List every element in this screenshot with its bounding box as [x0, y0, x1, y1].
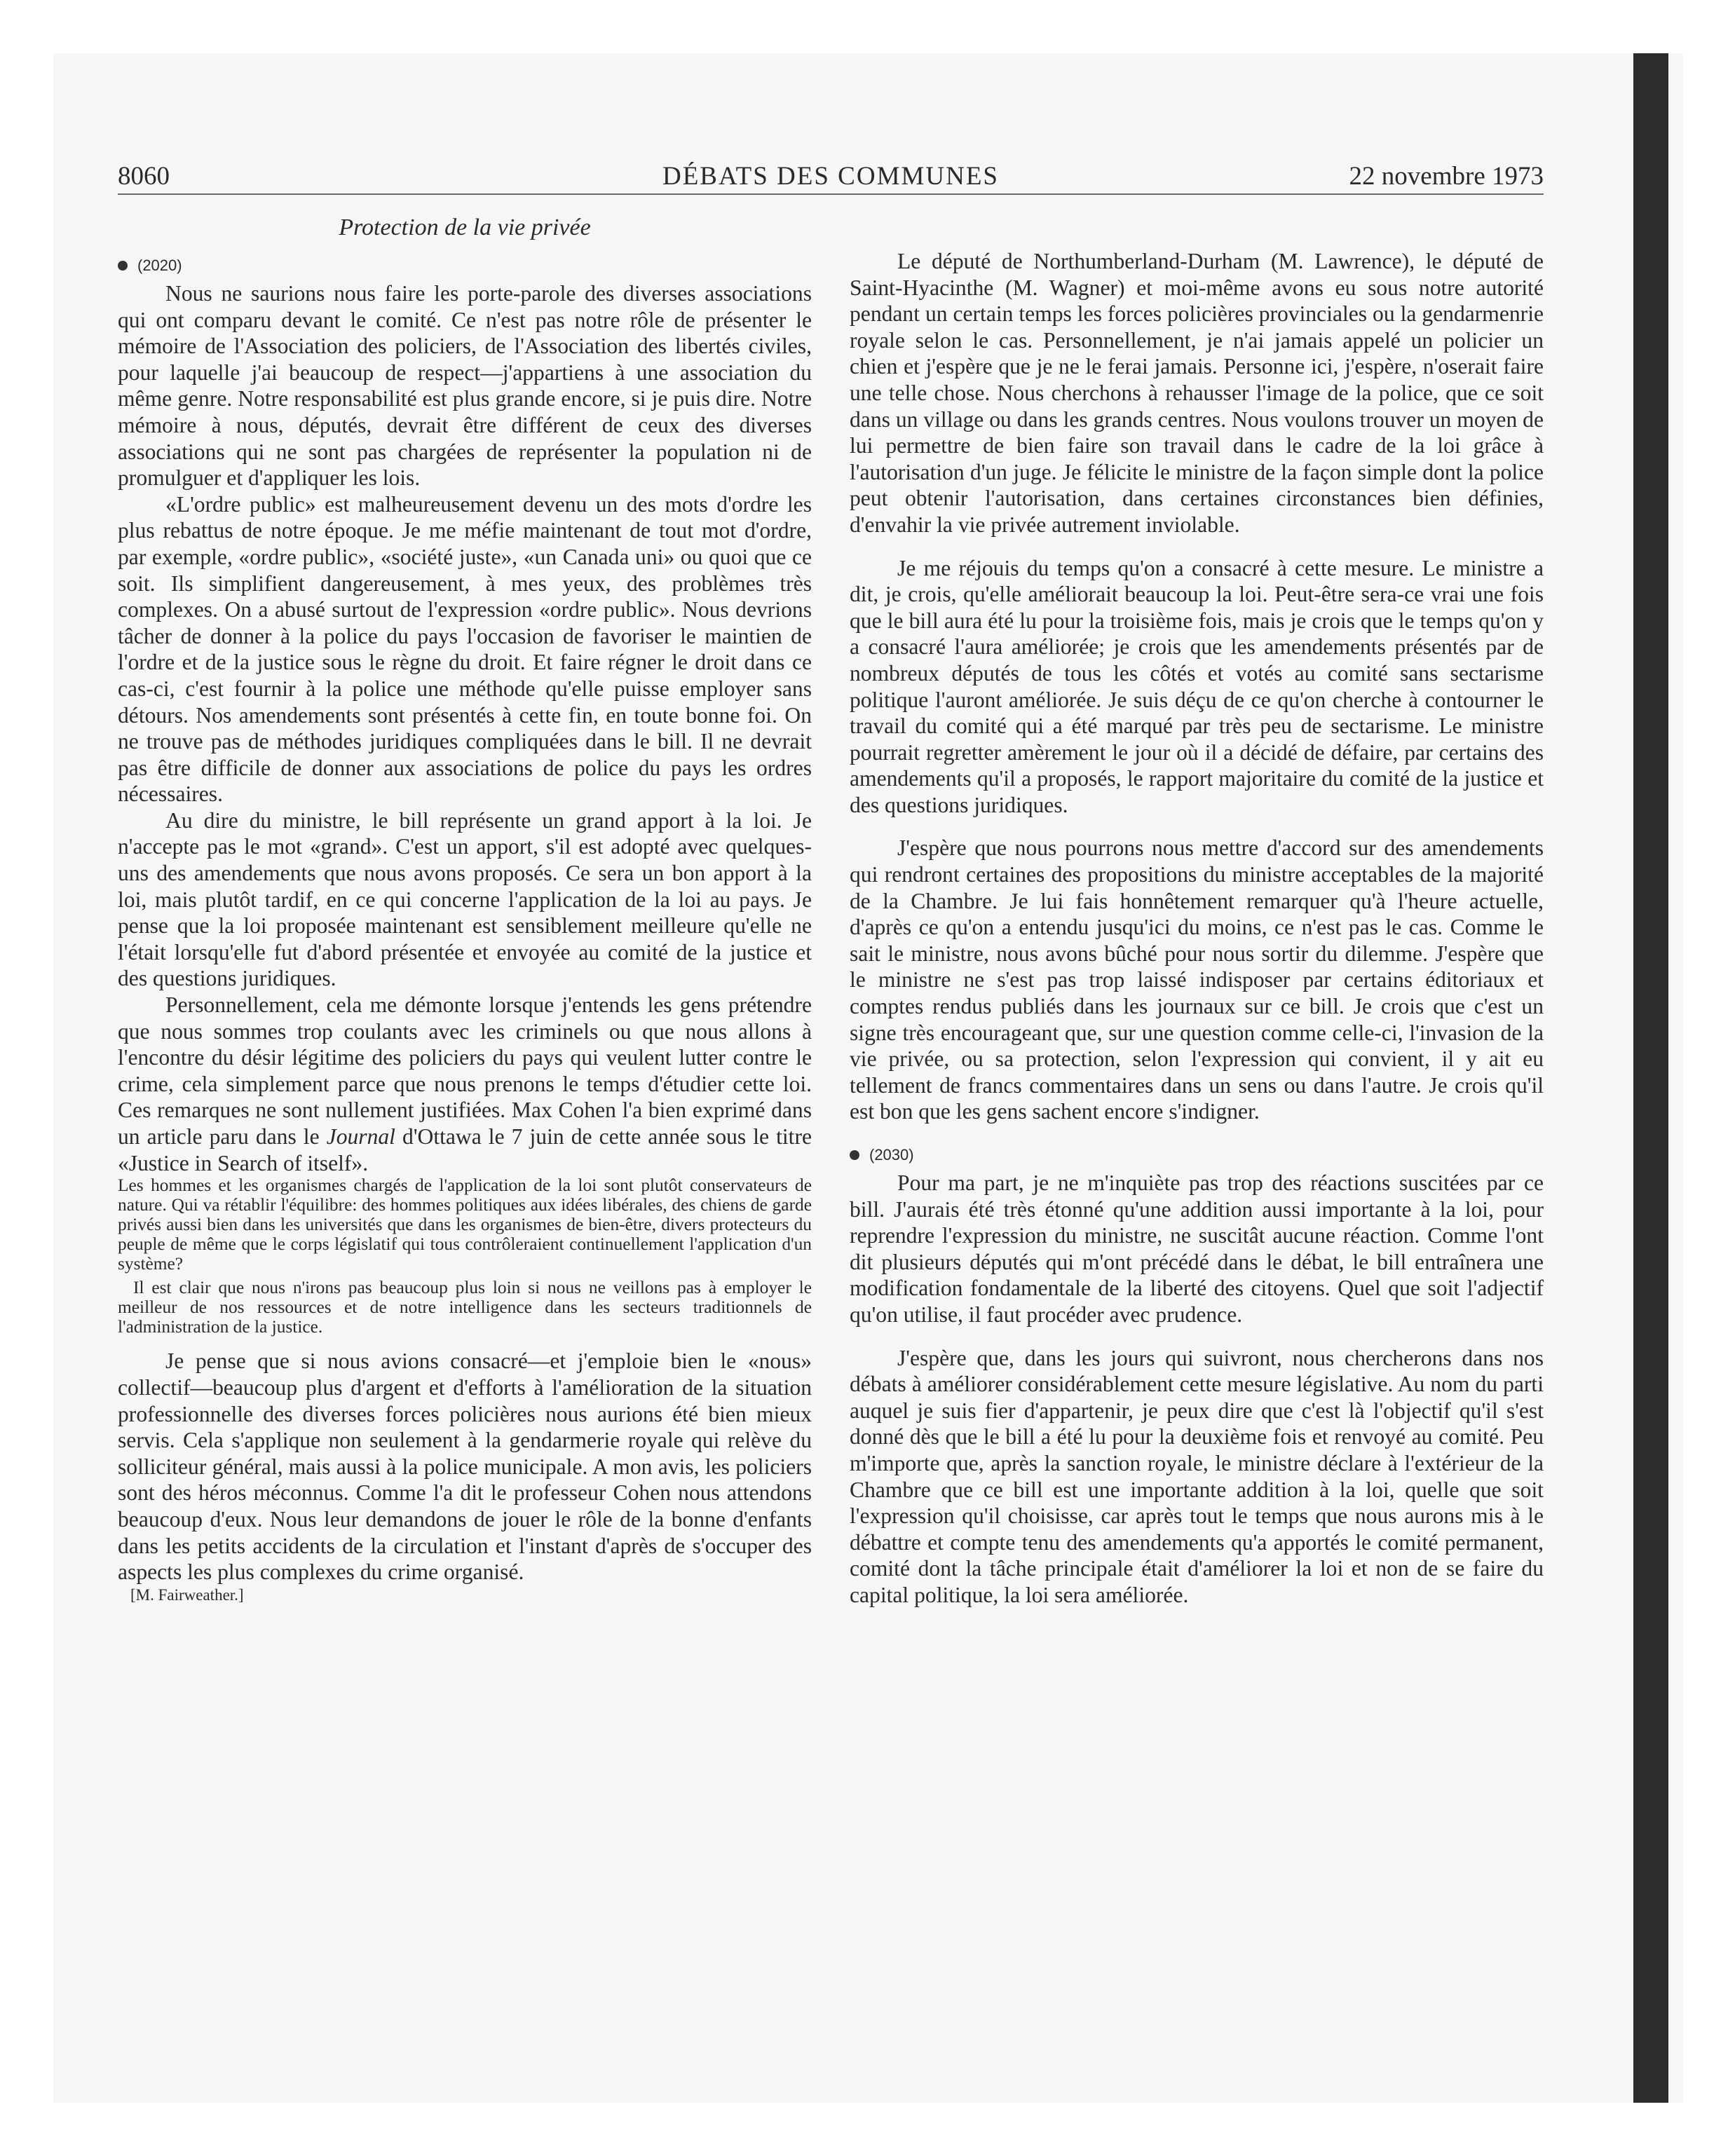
block-quote: Les hommes et les organismes chargés de l'application de la loi sont plutôt conservateurs de nature. Qui va rétablir l'équilibre: des hommes politiques aux idées libérales, des chiens de garde privés aussi bien dans les universités que dans les organismes de bien-être, divers protecteurs du peuple de même que le corps législatif qui tous contrôleraient continuellement l'application d'un système?: [118, 1175, 812, 1274]
paragraph: Je pense que si nous avions consacré—et j'emploie bien le «nous» collectif—beaucoup plus d'argent et d'efforts à l'amélioration de la situation professionnelle des diverses forces policières nous aurions été bien mieux servis. Cela s'applique non seulement à la gendarmerie royale qui relève du solliciteur général, mais aussi à la police municipale. A mon avis, les policiers sont des héros méconnus. Comme l'a dit le professeur Cohen nous attendons beaucoup d'eux. Nous leur demandons de jouer le rôle de la bonne d'enfants dans les petits accidents de la circulation et l'instant d'après de s'occuper des aspects les plus complexes du crime organisé.: [118, 1349, 812, 1585]
block-quote: Il est clair que nous n'irons pas beaucoup plus loin si nous ne veillons pas à employer le meilleur de nos ressources et de notre intelligence dans les secteurs traditionnels de l'administration de la justice.: [118, 1277, 812, 1337]
time-marker: [118, 252, 812, 280]
time-marker: [850, 1142, 1544, 1170]
journal-name: Journal: [326, 1124, 395, 1149]
paragraph: Au dire du ministre, le bill représente un grand apport à la loi. Je n'accepte pas le mot «grand». C'est un apport, s'il est adopté avec quelques-uns des amendements que nous avons proposés. Ce sera un bon apport à la loi, mais plutôt tardif, en ce qui concerne l'application de la loi au pays. Je pense que la loi proposée maintenant est sensiblement meilleure qu'elle ne l'était lorsqu'elle fut d'abord présentée et envoyée au comité de la justice et des questions juridiques.: [118, 807, 812, 991]
time-marker-code: (2020): [137, 257, 182, 275]
page-date: 22 novembre 1973: [1349, 162, 1544, 191]
time-marker-code: (2030): [869, 1146, 914, 1164]
paragraph: Pour ma part, je ne m'inquiète pas trop des réactions suscitées par ce bill. J'aurais été très étonné qu'une addition aussi importante à la loi, pour reprendre l'expression du ministre, ne suscitât aucune réaction. Comme l'ont dit plusieurs députés qui m'ont précédé dans le débat, le bill entraînera une modification fondamentale de la liberté des citoyens. Quel que soit l'adjectif qu'on utilise, il faut procéder avec prudence.: [850, 1171, 1544, 1327]
bullet-icon: [118, 261, 128, 271]
paragraph: Nous ne saurions nous faire les porte-parole des diverses associations qui ont comparu devant le comité. Ce n'est pas notre rôle de présenter le mémoire de l'Association des policiers, de l'Association des libertés civiles, pour laquelle j'ai beaucoup de respect—j'appartiens à une association du même genre. Notre responsabilité est plus grande encore, si je puis dire. Notre mémoire à nous, députés, devrait être différent de ceux des diverses associations qui ne sont pas chargées de représenter la population ni de promulguer et d'appliquer les lois.: [118, 281, 812, 491]
paragraph: Je me réjouis du temps qu'on a consacré à cette mesure. Le ministre a dit, je crois, qu'elle améliorait beaucoup la loi. Peut-être sera-ce vrai une fois que le bill aura été lu pour la troisième fois, mais je crois que le temps qu'on y a consacré l'aura améliorée; je crois que les amendements présentés par de nombreux députés de tous les côtés et votés au comité sans sectarisme politique l'auront améliorée. Je suis déçu de ce qu'on cherche à contourner le travail du comité qui a été marqué par très peu de sectarisme. Le ministre pourrait regretter amèrement le jour où il a décidé de défaire, par certains des amendements qu'il a proposés, le rapport majoritaire du comité de la justice et des questions juridiques.: [850, 555, 1544, 817]
scan-edge-bar: [1633, 53, 1668, 2103]
paragraph: J'espère que nous pourrons nous mettre d'accord sur des amendements qui rendront certaines des propositions du ministre acceptables de la majorité de la Chambre. Je lui fais honnêtement remarquer qu'à l'heure actuelle, d'après ce qu'on a entendu jusqu'ici du moins, ce n'est pas le cas. Comme le sait le ministre, nous avons bûché pour nous sortir du dilemme. J'espère que le ministre ne s'est pas trop laissé indisposer par certains éditoriaux et comptes rendus publiés dans les journaux sur ce bill. Je crois que c'est un signe très encourageant que, sur une question comme celle-ci, l'invasion de la vie privée, ou sa protection, selon l'expression qui convient, il y ait eu tellement de francs commentaires dans un sens ou dans l'autre. Je crois qu'il est bon que les gens sachent encore s'indigner.: [850, 835, 1544, 1124]
paragraph-text: Personnellement, cela me démonte lorsque j'entends les gens prétendre que nous sommes trop coulants avec les criminels ou que nous allons à l'encontre du désir légitime des policiers du pays qui veulent lutter contre le crime, cela simplement parce que nous prenons le temps d'étudier cette loi. Ces remarques ne sont nullement justifiées. Max Cohen l'a bien exprimé dans un article paru dans le: [118, 992, 812, 1149]
publication-title: DÉBATS DES COMMUNES: [662, 162, 999, 191]
paragraph: Le député de Northumberland-Durham (M. Lawrence), le député de Saint-Hyacinthe (M. Wagner) et moi-même avons eu sous notre autorité pendant un certain temps les forces policières provinciales ou la gendarmenrie royale selon le cas. Personnellement, je n'ai jamais appelé un policier un chien et j'espère que je ne le ferai jamais. Personne ici, j'espère, n'oserait faire une telle chose. Nous cherchons à rehausser l'image de la police, que ce soit dans un village ou dans les grands centres. Nous voulons trouver un moyen de lui permettre de bien faire son travail dans le cadre de la loi grâce à l'autorisation d'un juge. Je félicite le ministre de la façon simple dont la police peut obtenir l'autorisation, dans certaines circonstances bien définies, d'envahir la vie privée autrement inviolable.: [850, 249, 1544, 537]
paragraph-text: d'Ottawa le 7 juin de cette année sous le titre «Justice in Search of itself».: [118, 1124, 812, 1175]
section-subheading: Protection de la vie privée: [339, 214, 591, 240]
page-number: 8060: [118, 162, 170, 191]
left-column: [118, 252, 812, 1605]
paragraph: J'espère que, dans les jours qui suivront, nous chercherons dans nos débats à améliorer considérablement cette mesure législative. Au nom du parti auquel je suis fier d'appartenir, je peux dire que c'est là l'objectif qu'il s'est donné dès que le bill a été lu pour la deuxième fois et renvoyé au comité. Peu m'importe que, après la sanction royale, le ministre déclare à l'extérieur de la Chambre que ce bill est une importante addition à la loi, quelle que soit l'expression qu'il choisisse, car après tout le temps que nous aurons mis à le débattre et compte tenu des amendements qu'a apportés le comité permanent, comité dont la tâche principale était d'améliorer la loi et non de se faire du capital politique, la loi sera améliorée.: [850, 1345, 1544, 1607]
paragraph: «L'ordre public» est malheureusement devenu un des mots d'ordre les plus rebattus de notre époque. Je me méfie maintenant de tout mot d'ordre, par exemple, «ordre public», «société juste», «un Canada uni» ou quoi que ce soit. Ils simplifient dangereusement, à mes yeux, des problèmes très complexes. On a abusé surtout de l'expression «ordre public». Nous devrions tâcher de donner à la police du pays l'occasion de favoriser le maintien de l'ordre et de la justice sous le règne du droit. Et faire régner le droit dans ce cas-ci, c'est fournir à la police une méthode qu'elle puisse employer sans détours. Nos amendements sont présentés à cette fin, en toute bonne foi. On ne trouve pas de méthodes juridiques compliquées dans le bill. Il ne devrait pas être difficile de donner aux associations de police du pays les ordres nécessaires.: [118, 491, 812, 807]
page-header: [118, 158, 1544, 195]
speaker-signature: [M. Fairweather.]: [130, 1585, 244, 1604]
bullet-icon: [850, 1150, 859, 1160]
right-column: [850, 248, 1544, 1609]
paragraph: [118, 992, 812, 1176]
